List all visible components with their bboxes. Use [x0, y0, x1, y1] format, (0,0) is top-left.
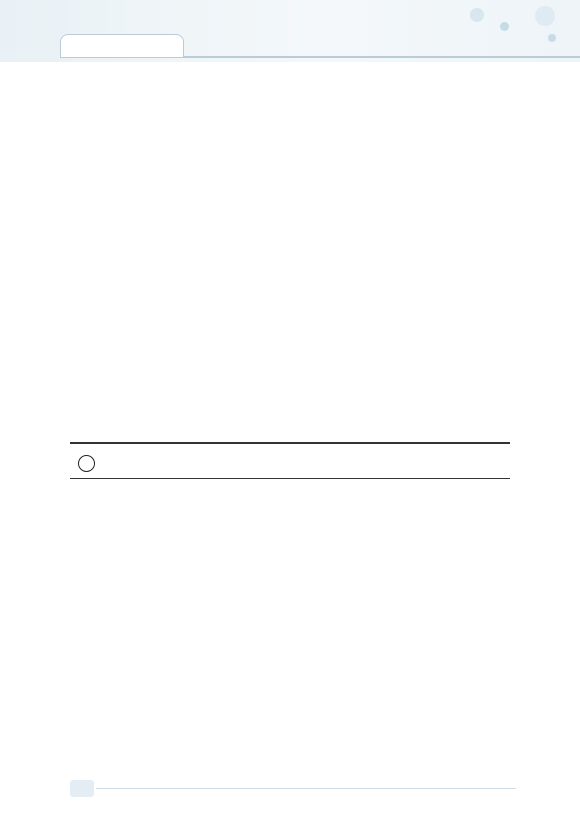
- decorative-dot: [500, 22, 509, 31]
- section-top-rule: [70, 442, 510, 444]
- decorative-dot: [548, 34, 556, 42]
- section-bottom-rule: [70, 478, 510, 479]
- decorative-dot: [535, 6, 555, 26]
- page-number-box: [70, 780, 94, 797]
- decorative-dot: [470, 8, 484, 22]
- footer-rule: [96, 788, 516, 789]
- header-tab: [60, 34, 184, 57]
- section-number: [78, 455, 95, 472]
